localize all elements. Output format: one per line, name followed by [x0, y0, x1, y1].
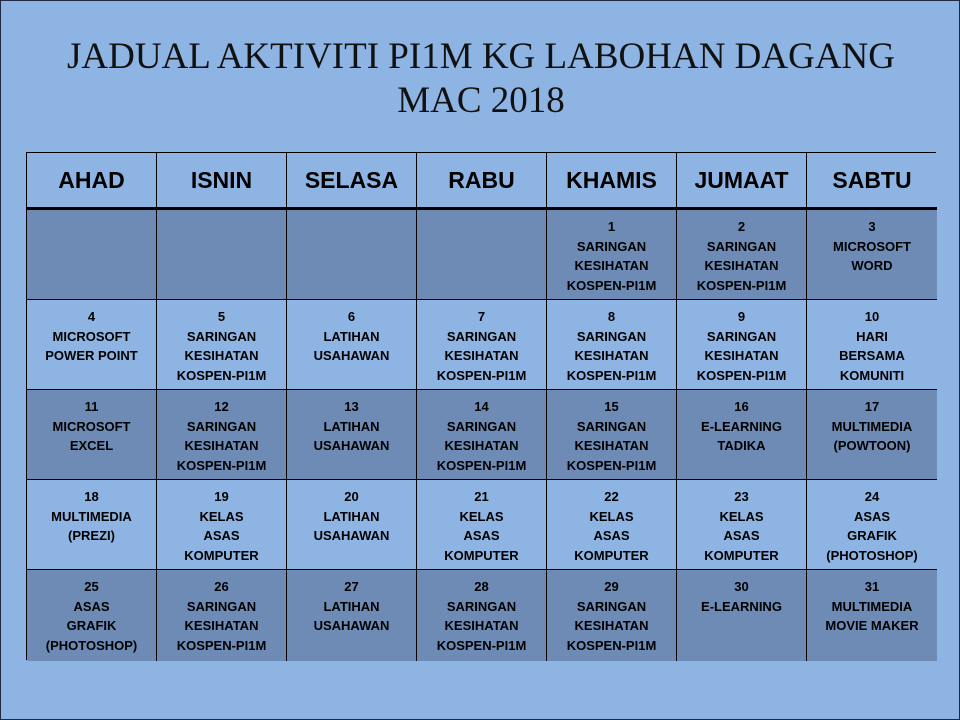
cell-activity-line: LATIHAN [323, 598, 380, 614]
day-header-ahad: AHAD [27, 153, 157, 210]
cell-activity-line: MULTIMEDIA [831, 598, 913, 614]
cell-activity-line: KELAS [459, 508, 504, 524]
cell-activity-line: (PHOTOSHOP) [45, 637, 138, 653]
cell-date: 27 [344, 579, 359, 594]
cell-date: 9 [737, 309, 746, 324]
cell-activity-line: KESIHATAN [574, 438, 649, 453]
cell-date: 2 [737, 219, 746, 234]
cell-activity-line: ASAS [73, 598, 110, 614]
calendar-cell [417, 210, 547, 300]
calendar-cell [27, 570, 157, 661]
calendar-cell [27, 210, 157, 300]
calendar-cell [677, 390, 807, 480]
calendar-cell [157, 210, 287, 300]
cell-activity-line: MULTIMEDIA [51, 508, 132, 524]
cell-activity-line: SARINGAN [576, 238, 647, 254]
cell-activity-line: SARINGAN [446, 328, 517, 344]
cell-activity-line: KOSPEN-PI1M [436, 367, 527, 383]
cell-date: 21 [474, 489, 489, 504]
cell-activity-line: EXCEL [69, 438, 114, 453]
cell-activity-line: LATIHAN [323, 418, 380, 434]
cell-activity-line: KOSPEN-PI1M [566, 277, 657, 293]
cell-date: 3 [868, 219, 876, 234]
day-header-isnin: ISNIN [157, 153, 287, 210]
cell-date: 11 [84, 399, 99, 414]
cell-activity-line: SARINGAN [576, 328, 647, 344]
calendar-cell [677, 480, 807, 570]
cell-activity-line: KESIHATAN [184, 348, 259, 363]
cell-activity-line: KOMPUTER [184, 547, 259, 563]
cell-activity-line: KESIHATAN [704, 348, 779, 363]
cell-activity-line: KESIHATAN [184, 438, 259, 453]
cell-activity-line: KOMPUTER [704, 547, 779, 563]
cell-date: 19 [214, 489, 229, 504]
cell-activity-line: KOSPEN-PI1M [696, 367, 787, 383]
cell-activity-line: SARINGAN [576, 418, 647, 434]
cell-activity-line: KESIHATAN [574, 618, 649, 633]
cell-activity-line: ASAS [203, 528, 240, 543]
cell-activity-line: BERSAMA [839, 348, 905, 363]
cell-date: 23 [734, 489, 749, 504]
calendar-cell [287, 210, 417, 300]
day-header-selasa: SELASA [287, 153, 417, 210]
cell-activity-line: MICROSOFT [52, 418, 131, 434]
cell-activity-line: POWER POINT [45, 348, 138, 363]
cell-date: 26 [214, 579, 229, 594]
cell-activity-line: ASAS [463, 528, 500, 543]
cell-activity-line: KOSPEN-PI1M [436, 457, 527, 473]
cell-activity-line: USAHAWAN [313, 618, 390, 633]
cell-activity-line: SARINGAN [446, 418, 517, 434]
cell-activity-line: SARINGAN [186, 598, 257, 614]
cell-activity-line: LATIHAN [323, 508, 380, 524]
calendar-cell [287, 300, 417, 390]
cell-date: 12 [214, 399, 229, 414]
calendar-cell [677, 210, 807, 300]
cell-activity-line: SARINGAN [446, 598, 517, 614]
cell-date: 6 [347, 309, 356, 324]
cell-date: 30 [734, 579, 749, 594]
cell-activity-line: KOSPEN-PI1M [566, 457, 657, 473]
calendar-cell [807, 570, 937, 661]
cell-activity-line: KOMPUTER [444, 547, 519, 563]
calendar-cell [157, 390, 287, 480]
cell-date: 15 [604, 399, 619, 414]
title-line-1: JADUAL AKTIVITI PI1M KG LABOHAN DAGANG [67, 36, 895, 77]
cell-date: 29 [604, 579, 619, 594]
cell-date: 7 [477, 309, 486, 324]
cell-activity-line: KESIHATAN [184, 618, 259, 633]
calendar-cell [417, 300, 547, 390]
calendar-cell [287, 390, 417, 480]
cell-activity-line: (POWTOON) [833, 438, 911, 453]
cell-activity-line: KELAS [589, 508, 634, 524]
calendar-cell [27, 480, 157, 570]
calendar-cell [27, 300, 157, 390]
calendar-table [26, 152, 936, 660]
cell-activity-line: SARINGAN [706, 238, 777, 254]
cell-date: 24 [864, 489, 880, 504]
cell-activity-line: ASAS [593, 528, 630, 543]
calendar-cell [547, 390, 677, 480]
cell-date: 18 [84, 489, 99, 504]
cell-activity-line: SARINGAN [576, 598, 647, 614]
cell-activity-line: KESIHATAN [444, 438, 519, 453]
cell-activity-line: E-LEARNING [701, 598, 782, 614]
calendar-cell [807, 210, 937, 300]
calendar-cell [287, 480, 417, 570]
cell-date: 22 [604, 489, 619, 504]
day-header-sabtu: SABTU [807, 153, 937, 210]
cell-date: 10 [864, 309, 880, 324]
cell-date: 14 [474, 399, 489, 414]
cell-activity-line: E-LEARNING [701, 418, 782, 434]
cell-activity-line: SARINGAN [186, 418, 257, 434]
cell-activity-line: (PREZI) [68, 528, 115, 543]
cell-date: 1 [607, 219, 616, 234]
calendar-cell [547, 480, 677, 570]
title-line-2: MAC 2018 [397, 80, 565, 121]
cell-activity-line: KESIHATAN [704, 258, 779, 273]
cell-activity-line: KOSPEN-PI1M [176, 637, 267, 653]
cell-activity-line: KESIHATAN [444, 348, 519, 363]
cell-activity-line: MICROSOFT [833, 238, 911, 254]
cell-activity-line: KESIHATAN [444, 618, 519, 633]
page-title [1, 35, 960, 123]
cell-activity-line: KELAS [719, 508, 764, 524]
calendar-cell [677, 570, 807, 661]
cell-activity-line: ASAS [723, 528, 760, 543]
cell-activity-line: TADIKA [717, 438, 766, 453]
cell-activity-line: (PHOTOSHOP) [826, 547, 918, 563]
cell-date: 16 [734, 399, 749, 414]
cell-activity-line: KOSPEN-PI1M [566, 367, 657, 383]
cell-date: 17 [864, 399, 880, 414]
cell-activity-line: KOMUNITI [839, 367, 905, 383]
cell-activity-line: KOSPEN-PI1M [436, 637, 527, 653]
cell-date: 5 [217, 309, 226, 324]
cell-activity-line: KESIHATAN [574, 258, 649, 273]
calendar-cell [547, 570, 677, 661]
calendar-cell [417, 480, 547, 570]
cell-date: 20 [344, 489, 359, 504]
calendar-cell [417, 390, 547, 480]
cell-activity-line: USAHAWAN [313, 348, 390, 363]
calendar-cell [287, 570, 417, 661]
calendar-cell [677, 300, 807, 390]
calendar-cell [807, 300, 937, 390]
day-header-jumaat: JUMAAT [677, 153, 807, 210]
cell-activity-line: KESIHATAN [574, 348, 649, 363]
cell-activity-line: KOSPEN-PI1M [696, 277, 787, 293]
cell-activity-line: KOMPUTER [574, 547, 649, 563]
cell-activity-line: USAHAWAN [313, 528, 390, 543]
cell-activity-line: SARINGAN [706, 328, 777, 344]
cell-activity-line: KELAS [199, 508, 244, 524]
cell-date: 4 [87, 309, 96, 324]
calendar-cell [417, 570, 547, 661]
cell-activity-line: GRAFIK [847, 528, 897, 543]
cell-activity-line: KOSPEN-PI1M [176, 367, 267, 383]
calendar-cell [157, 480, 287, 570]
cell-date: 28 [474, 579, 489, 594]
day-header-khamis: KHAMIS [547, 153, 677, 210]
day-header-rabu: RABU [417, 153, 547, 210]
calendar-cell [547, 300, 677, 390]
cell-activity-line: MOVIE MAKER [825, 618, 919, 633]
cell-activity-line: MICROSOFT [52, 328, 131, 344]
cell-date: 13 [344, 399, 359, 414]
cell-date: 31 [864, 579, 880, 594]
calendar-cell [807, 480, 937, 570]
cell-activity-line: LATIHAN [323, 328, 380, 344]
cell-date: 8 [607, 309, 616, 324]
cell-activity-line: KOSPEN-PI1M [176, 457, 267, 473]
calendar-cell [157, 570, 287, 661]
calendar-cell [547, 210, 677, 300]
cell-activity-line: SARINGAN [186, 328, 257, 344]
calendar-cell [807, 390, 937, 480]
cell-activity-line: ASAS [853, 508, 891, 524]
calendar-cell [157, 300, 287, 390]
calendar-cell [27, 390, 157, 480]
cell-activity-line: KOSPEN-PI1M [566, 637, 657, 653]
cell-activity-line: USAHAWAN [313, 438, 390, 453]
cell-activity-line: GRAFIK [66, 618, 117, 633]
cell-activity-line: HARI [856, 328, 888, 344]
cell-date: 25 [84, 579, 99, 594]
cell-activity-line: WORD [851, 258, 893, 273]
cell-activity-line: MULTIMEDIA [831, 418, 913, 434]
